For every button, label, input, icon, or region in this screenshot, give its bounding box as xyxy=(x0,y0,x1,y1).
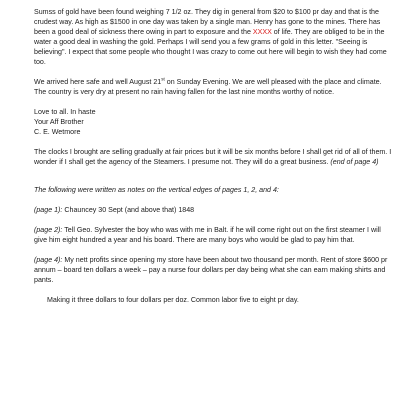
note-text: My nett profits since opening my store have been about two thousand per month. Rent of store $600 pr annum – board ten dollars a week – pay a nurse four dollars per day being what she can earn making shirts and pants. xyxy=(34,256,388,284)
paragraph-arrival xyxy=(34,77,393,97)
letter-closing xyxy=(34,107,393,137)
end-of-page-note: (end of page 4) xyxy=(330,158,379,166)
clocks-text: The clocks I brought are selling gradually at fair prices but it will be six months before I shall get rid of all of them. I wonder if I shall get the agency of the Steamers. I presume not. They will do a great business. xyxy=(34,148,392,166)
paragraph-gold-mines xyxy=(34,7,393,67)
gold-text-end: of life. They are obliged to be in the water a good deal in washing the gold. Perhaps I will send you a few grams of gold in this letter. "Seeing is believing". I expect that some people who thought I was crazy to come out here will begin to wish they had come too. xyxy=(34,28,387,66)
ordinal-suffix: st xyxy=(161,76,165,82)
gold-text-start: Sumss of gold have been found weighing 7 1/2 oz. They dig in general from $20 to $100 pr day and that is the crudest way. As high as $1500 in one day was taken by a single man. Henry has gone to the mines. There has been a good deal of sickness there owing in part to exposure and the xyxy=(34,8,381,36)
closing-salutation: Your Aff Brother xyxy=(34,118,84,126)
paragraph-clocks xyxy=(34,147,393,167)
note-label: (page 1): xyxy=(34,206,63,214)
note-label: (page 2): xyxy=(34,226,63,234)
closing-line: Love to all. In haste xyxy=(34,108,96,116)
redacted-word: XXXX xyxy=(252,28,272,36)
closing-note-labor: Making it three dollars to four dollars per doz. Common labor five to eight pr day. xyxy=(47,296,299,304)
notes-heading: The following were written as notes on the vertical edges of pages 1, 2, and 4: xyxy=(34,186,279,194)
arrival-text-end: on Sunday Evening. We are well pleased with the place and climate. The country is very dry at present no rain having fallen for the last nine months worthy of notice. xyxy=(34,78,382,96)
note-page-1 xyxy=(34,205,393,215)
note-page-4 xyxy=(34,255,393,285)
note-text: Chauncey 30 Sept (and above that) 1848 xyxy=(62,206,195,214)
note-label: (page 4): xyxy=(34,256,63,264)
note-page-2 xyxy=(34,225,393,245)
note-text: Tell Geo. Sylvester the boy who was with me in Balt. if he will come right out on the first steamer I will give him eight hundred a year and his board. There are many boys who would be glad to pay him that. xyxy=(34,226,381,244)
arrival-text-start: We arrived here safe and well August 21 xyxy=(34,78,162,86)
signature-name: C. E. Wetmore xyxy=(34,128,81,136)
